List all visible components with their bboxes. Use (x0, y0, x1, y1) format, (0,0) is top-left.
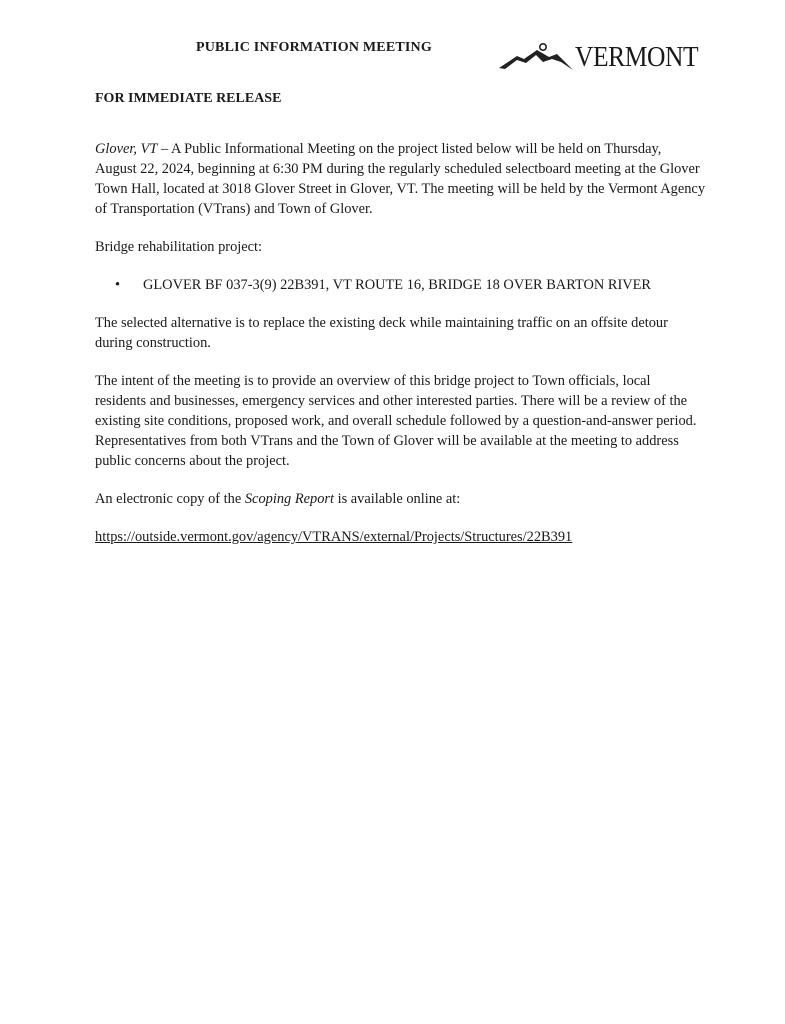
vermont-logo (497, 36, 717, 76)
report-prefix: An electronic copy of the (95, 491, 245, 507)
report-paragraph (95, 489, 705, 509)
project-name: GLOVER BF 037-3(9) 22B391, VT ROUTE 16, BRIDGE 18 OVER BARTON RIVER (143, 277, 652, 293)
release-label: FOR IMMEDIATE RELEASE (95, 91, 282, 106)
project-heading: Bridge rehabilitation project: (95, 239, 263, 255)
project-list (95, 275, 705, 295)
report-title: Scoping Report (244, 491, 334, 507)
vermont-mountain-logo-icon (497, 40, 577, 72)
link-paragraph (95, 527, 705, 547)
list-item (115, 275, 705, 295)
bullet-icon: • (115, 277, 121, 293)
intro-paragraph (95, 139, 705, 219)
alternative-paragraph: The selected alternative is to replace the existing deck while maintaining traffic on an offsite detour during construction. (95, 315, 668, 351)
intent-paragraph: The intent of the meeting is to provide an overview of this bridge project to Town officials, local residents and businesses, emergency services and other interested parties. There will be a review of the existing site conditions, proposed work, and overall schedule followed by a question-and-answer period. Representatives from both VTrans and the Town of Glover will be available at the meeting to address public concerns about the project. (95, 373, 697, 469)
document-body (95, 139, 705, 565)
dateline-dash: – (157, 141, 171, 157)
document-title: PUBLIC INFORMATION MEETING (196, 40, 432, 55)
report-suffix: is available online at: (334, 491, 461, 507)
intro-text: A Public Informational Meeting on the project listed below will be held on Thursday, August 22, 2024, beginning at 6:30 PM during the regularly scheduled selectboard meeting at the Glover Town Hall, located at 3018 Glover Street in Glover, VT. The meeting will be held by the Vermont Agency of Transportation (VTrans) and Town of Glover. (95, 141, 706, 217)
dateline: Glover, VT (95, 141, 158, 157)
logo-wordmark: VERMONT (575, 41, 699, 73)
scoping-report-link[interactable]: https://outside.vermont.gov/agency/VTRANS/external/Projects/Structures/22B391 (95, 529, 573, 545)
